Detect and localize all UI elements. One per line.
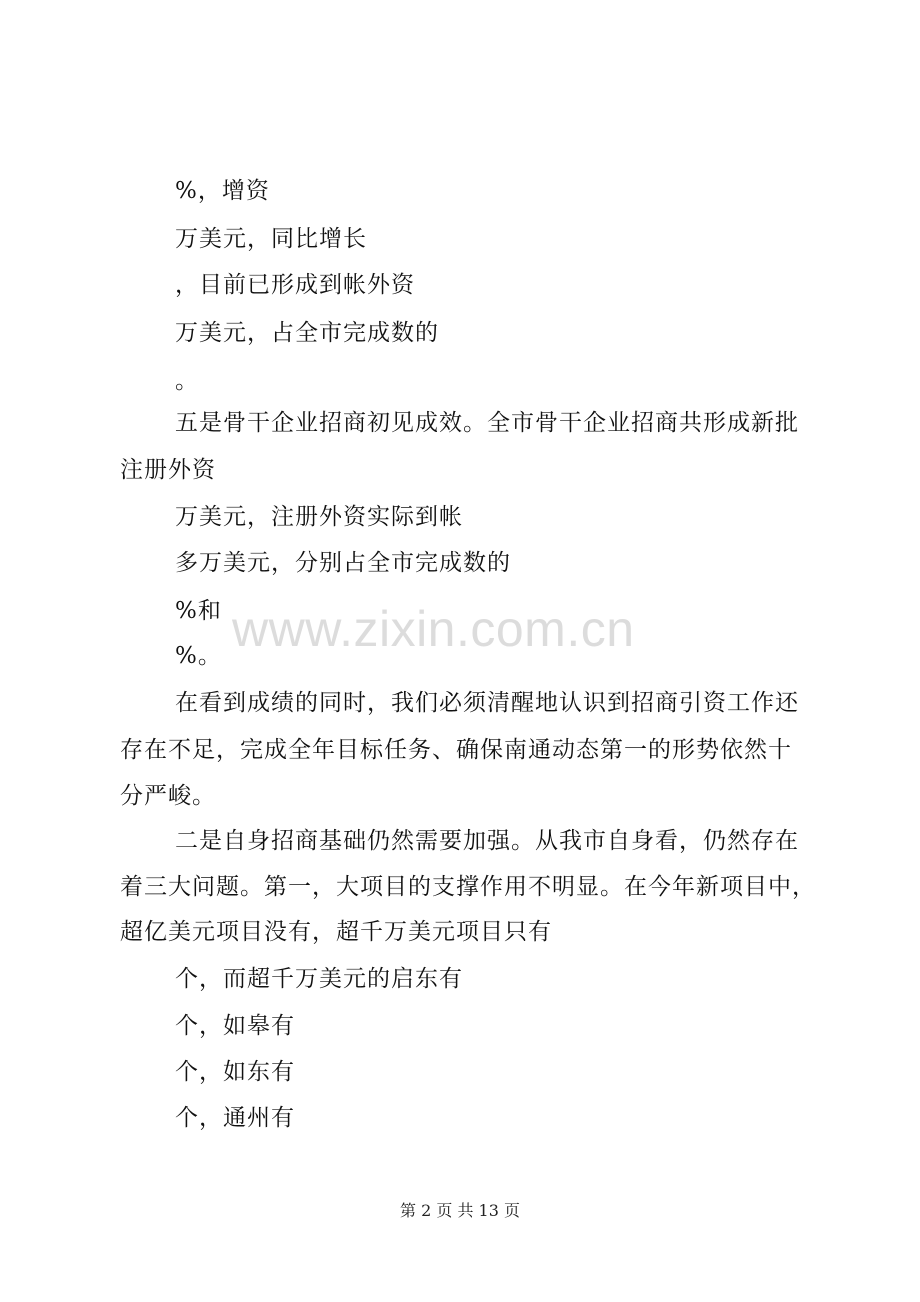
text-line: 万美元，占全市完成数的 (175, 320, 439, 346)
text-line: 超亿美元项目没有，超千万美元项目只有 (120, 919, 552, 945)
text-line: 在看到成绩的同时，我们必须清醒地认识到招商引资工作还 (175, 690, 799, 716)
text-line: %，增资 (175, 178, 270, 204)
text-line: %和 (175, 598, 222, 624)
text-line: ，目前已形成到帐外资 (175, 272, 415, 298)
text-line: 。 (175, 368, 199, 394)
text-line: 五是骨干企业招商初见成效。全市骨干企业招商共形成新批 (175, 410, 799, 436)
text-line: 个，如皋有 (175, 1013, 295, 1039)
text-line: 分严峻。 (120, 783, 216, 809)
text-line: 个，而超千万美元的启东有 (175, 966, 463, 992)
text-line: %。 (175, 643, 222, 669)
text-line: 个，如东有 (175, 1059, 295, 1085)
text-line: 万美元，同比增长 (175, 226, 367, 252)
text-line: 注册外资 (120, 457, 216, 483)
text-line: 着三大问题。第一，大项目的支撑作用不明显。在今年新项目中， (120, 874, 816, 900)
text-line: 二是自身招商基础仍然需要加强。从我市自身看，仍然存在 (175, 828, 799, 854)
text-line: 万美元，注册外资实际到帐 (175, 504, 463, 530)
text-line: 多万美元，分别占全市完成数的 (175, 550, 511, 576)
watermark-text: www.zixin.com.cn (232, 601, 635, 657)
page-footer: 第 2 页 共 13 页 (400, 1201, 520, 1220)
text-line: 个，通州有 (175, 1105, 295, 1131)
text-line: 存在不足，完成全年目标任务、确保南通动态第一的形势依然十 (120, 737, 792, 763)
